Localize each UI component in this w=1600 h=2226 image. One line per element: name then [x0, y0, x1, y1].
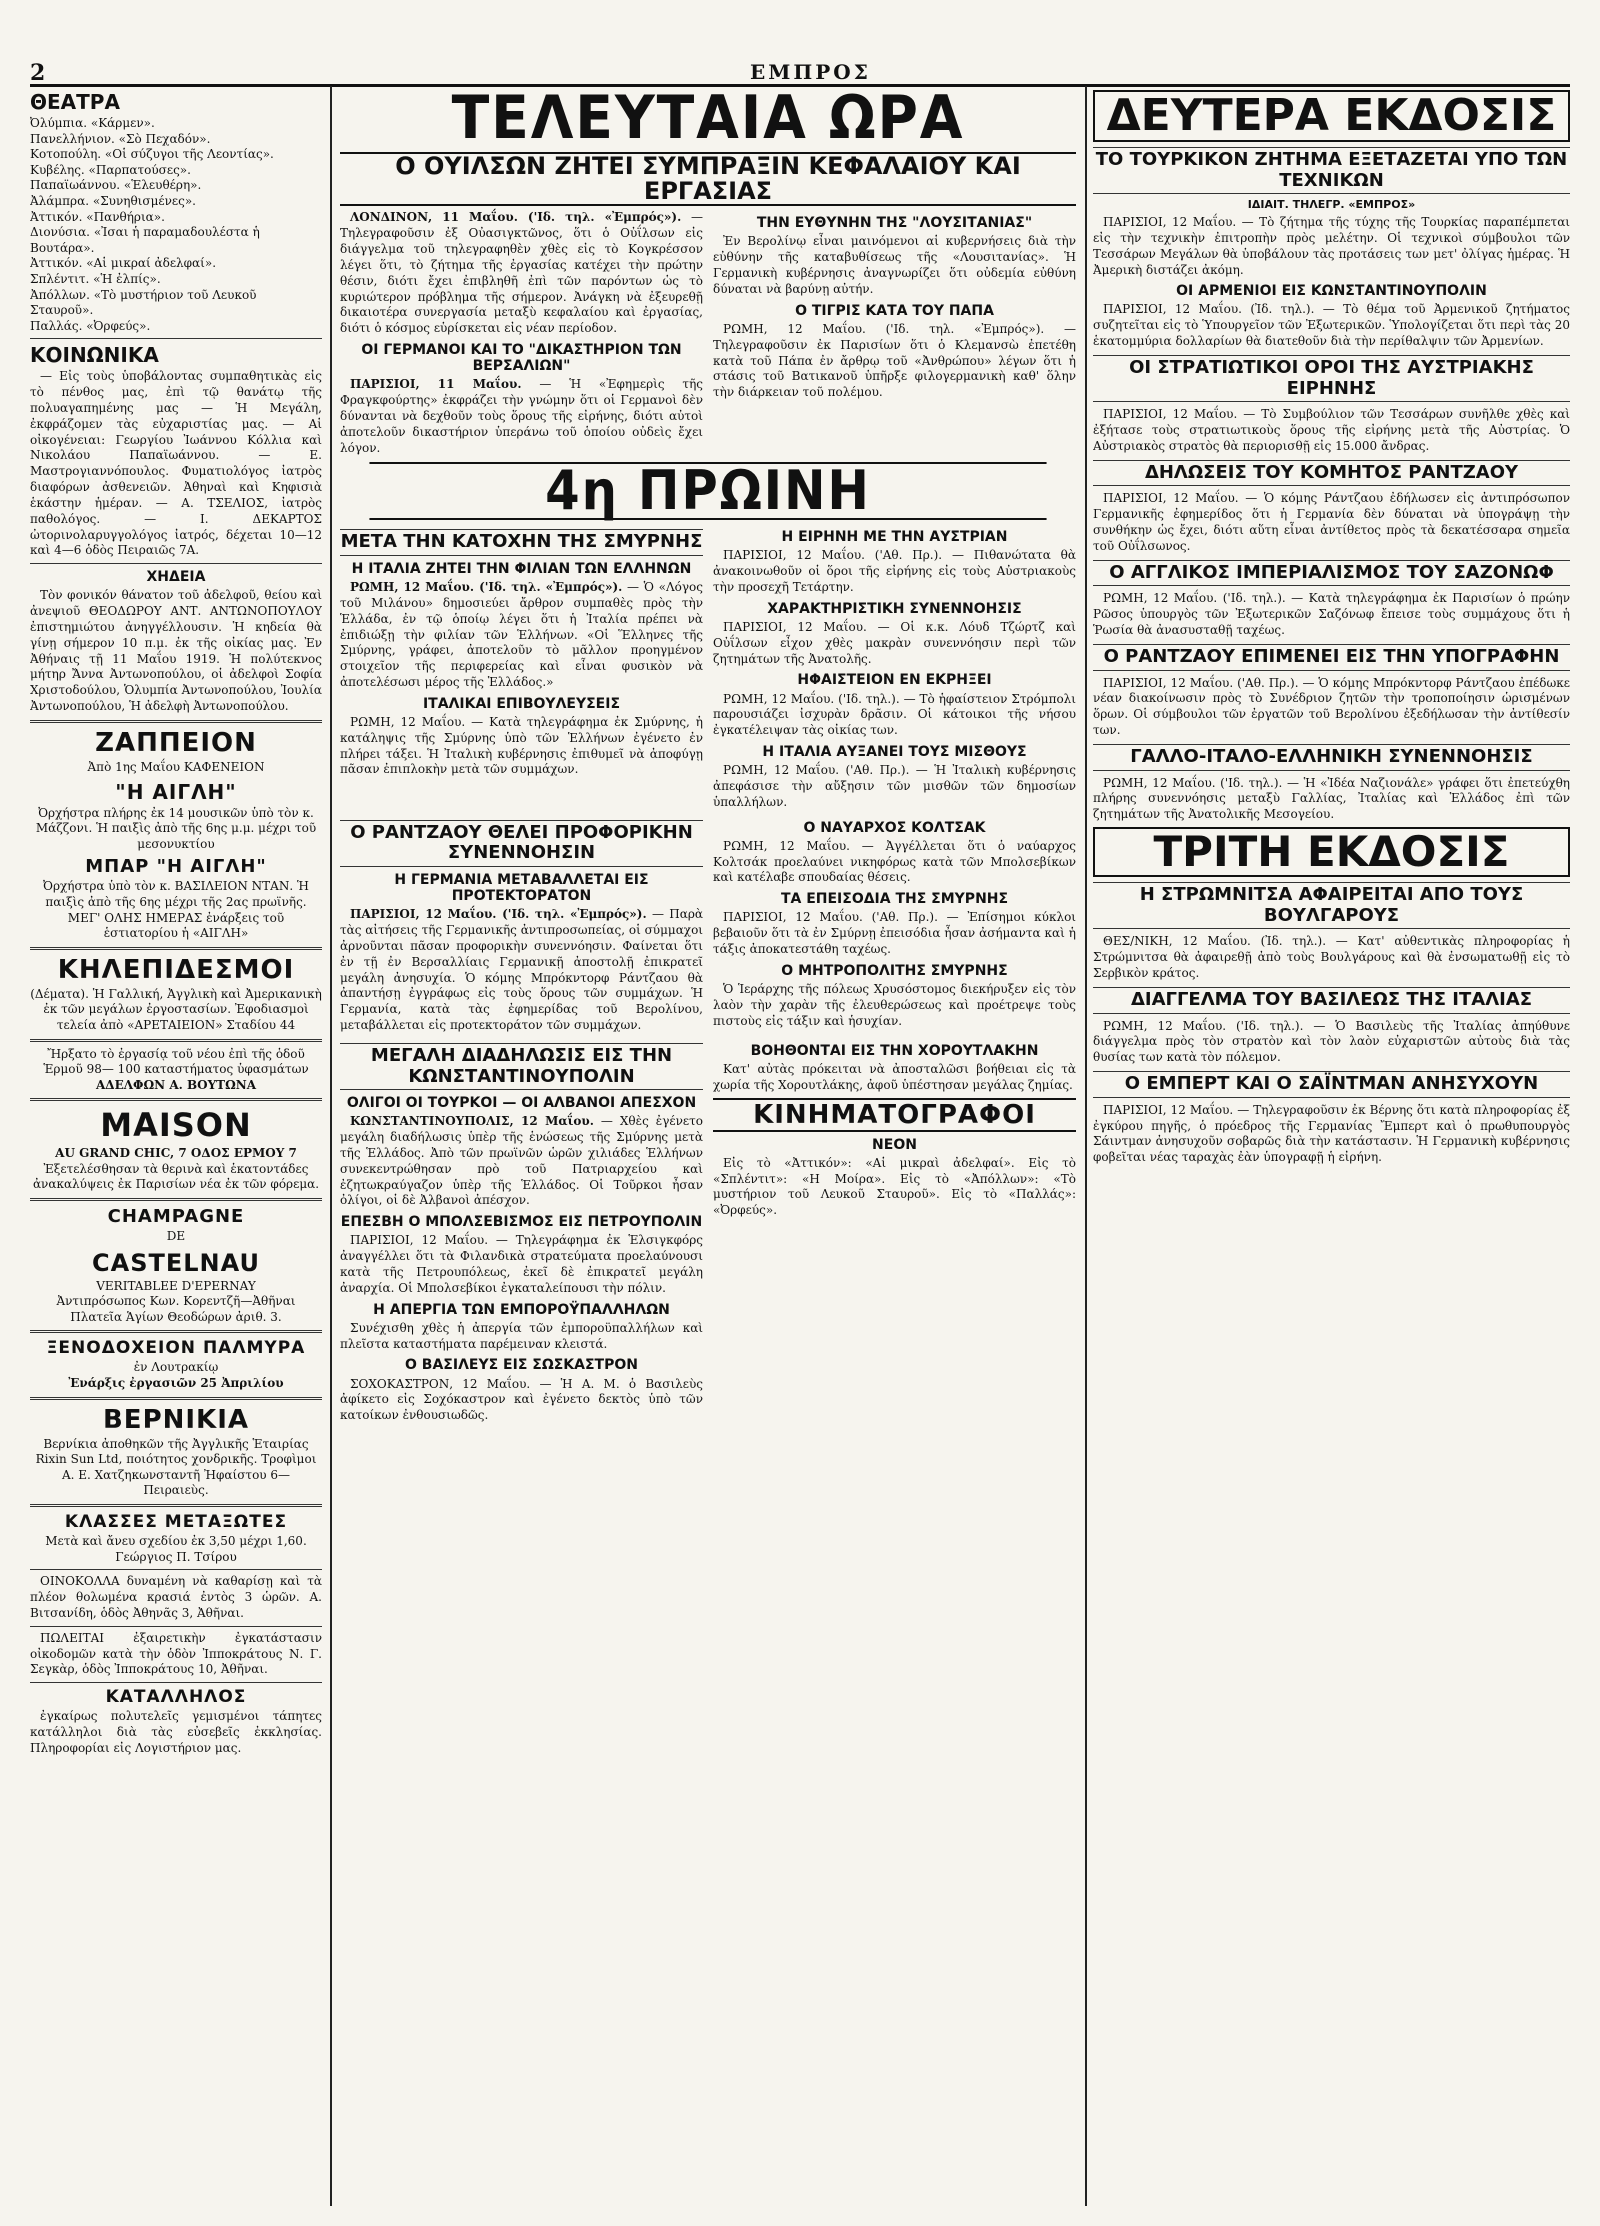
- zappeion-title: ΖΑΠΠΕΙΟΝ: [95, 727, 257, 758]
- smyrna-events-title: ΤΑ ΕΠΕΙΣΟΔΙΑ ΤΗΣ ΣΜΥΡΝΗΣ: [780, 891, 1009, 908]
- palmyra-title: ΞΕΝΟΔΟΧΕΙΟΝ ΠΑΛΜΥΡΑ: [46, 1338, 306, 1359]
- candle-text: (Δέματα). Ἡ Γαλλική, Ἀγγλικὴ καὶ Ἀμερικανικὴ ἐκ τῶν μεγάλων ἐργοστασίων. Ἐφοδιασμοὶ τελεία ἀπὸ «ΑΡΕΤΑΙΕΙΟΝ» Σταδίου 44: [30, 986, 322, 1032]
- theatre-item: Ὀλύμπια. «Κάρμεν».: [30, 116, 155, 130]
- bar-title: ΜΠΑΡ "Η ΑΙΓΛΗ": [85, 856, 267, 878]
- decree-text: ΡΩΜΗ, 12 Μαΐου. ('Ιδ. τηλ.). — Ὁ Βασιλεὺς τῆς Ἰταλίας ἀπηύθυνε διάγγελμα πρὸς τὸν στρατὸν καὶ τὸν λαὸν εὐχαριστῶν αὐτοὺς διὰ τὰς θυσίας των κατὰ τὸν πόλεμον.: [1093, 1018, 1570, 1065]
- death-text: Τὸν φονικόν θάνατον τοῦ ἀδελφοῦ, θείου καὶ ἀνεψιοῦ ΘΕΟΔΩΡΟΥ ΑΝΤ. ΑΝΤΩΝΟΠΟΥΛΟΥ ἐπιστημιώτου ἀνηγγέλλουσιν. Ἡ κηδεία θὰ γίνῃ σήμερον 10 π.μ. ἐκ τῆς οἰκίας μας. Ἐν Ἀθήναις τῇ 11 Μαΐου 1919. Ἡ πολύτεκνος μήτηρ Ἄννα Ἀντωνοπούλου, οἱ ἀδελφοὶ Σοφία Χριστοδούλου, Ὁλυμπία Ἀντωνοπούλου, Ἰουλία Ἀντωνοπούλου, Ἡ ἀδελφὴ Ἀντωνοπούλου.: [30, 588, 322, 714]
- tripartite-title: ΓΑΛΛΟ-ΙΤΑΛΟ-ΕΛΛΗΝΙΚΗ ΣΥΝΕΝΝΟΗΣΙΣ: [1093, 744, 1570, 771]
- turkish-dateline: ΙΔΙΑΙΤ. ΤΗΛΕΓΡ. «ΕΜΠΡΟΣ»: [1247, 198, 1416, 212]
- armenians-text: ΠΑΡΙΣΙΟΙ, 12 Μαΐου. (Ἰδ. τηλ.). — Τὸ θέμα τοῦ Ἀρμενικοῦ ζητήματος συζητεῖται εἰς τὸ Ὑπουργεῖον τῶν Ἐξωτερικῶν. Ὑπολογίζεται ὅτι περὶ τὰς 20 ἑκατομμύρια δολλαρίων θὰ διατεθοῦν διὰ τὴν περίθαλψιν τῶν Ἀρμενίων.: [1093, 302, 1570, 349]
- wilson-dateline: ΛΟΝΔΙΝΟΝ, 11 Μαΐου. ('Ιδ. τηλ. «Ἐμπρός»).: [350, 210, 682, 225]
- austria-terms-text: ΠΑΡΙΣΙΟΙ, 12 Μαΐου. — Τὸ Συμβούλιον τῶν Τεσσάρων συνῆλθε χθὲς καὶ ἐξήτασε τοὺς στρατιωτικοὺς ὅρους τῆς εἰρήνης μετὰ τῆς Αὐστρίας. Ὁ Αὐστριακὸς στρατὸς θὰ περιορισθῇ εἰς 15.000 ἄνδρας.: [1093, 407, 1570, 453]
- italian-aims-title: ΙΤΑΛΙΚΑΙ ΕΠΙΒΟΥΛΕΥΣΕΙΣ: [422, 695, 621, 712]
- theatre-item: Κυβέλης. «Παρπατούσες».: [30, 162, 191, 177]
- austria-terms-title: ΟΙ ΣΤΡΑΤΙΩΤΙΚΟΙ ΟΡΟΙ ΤΗΣ ΑΥΣΤΡΙΑΚΗΣ ΕΙΡΗΝΗΣ: [1093, 355, 1570, 402]
- cinema-neon: ΝΕΟΝ: [872, 1136, 917, 1153]
- wilson-text: — Τηλεγραφοῦσιν ἐξ Οὐασιγκτῶνος, ὅτι ὁ Οὐΐλσων εἰς διάγγελμα τοῦ τηλεγραφηθὲν χθὲς εἰς τὸ Κογκρέσσον λέγει ὅτι, τὸ ζήτημα τῆς ἐργασίας κατέχει τὴν πρώτην θέσιν, διότι ἔχει ἐπιβληθῆ ἐπὶ τῶν παρόντων ὡς τὸ κυριώτερον πρόβλημα τῆς σήμερον. Ἀνάγκη νὰ ἐξευρεθῇ δικαιοτέρα συνεργασία μεταξὺ κεφαλαίου καὶ ἐργασίας, διότι ὁ κόσμος εὑρίσκεται εἰς νέαν περίοδον.: [340, 210, 703, 336]
- bolshevism-text: ΠΑΡΙΣΙΟΙ, 12 Μαΐου. — Τηλεγράφημα ἐκ Ἑλσιγκφόρς ἀναγγέλλει ὅτι τὰ Φιλανδικὰ στρατεύματα προελαύνουσι κατὰ τῆς Πετρουπόλεως, ἐκεῖ δὲ ἐπικρατεῖ μεγάλη ἀναρχία. Οἱ Μπολσεβίκοι ἐγκαταλείπουσι τὴν πόλιν.: [340, 1233, 703, 1295]
- germans-text: — Ἡ «Ἐφημερὶς τῆς Φραγκφούρτης» ἐκφράζει τὴν γνώμην ὅτι οἱ Γερμανοὶ δὲν δύνανται νὰ δεχθοῦν τοὺς ὅρους τῆς εἰρήνης, διότι αὐτοὶ ἀποτελοῦν δικαστήριον ὑπεράνω τοῦ ὁποίου οὐδεὶς ἔχει λόγον.: [340, 377, 703, 455]
- champagne-text: Ἀντιπρόσωπος Κων. Κορεντζῆ—Ἀθῆναι Πλατεῖα Ἁγίων Θεοδώρων ἀριθ. 3.: [56, 1294, 296, 1324]
- tigris-title: Ο ΤΙΓΡΙΣ ΚΑΤΑ ΤΟΥ ΠΑΠΑ: [795, 302, 994, 319]
- berenice-title: ΒΕΡΝΙΚΙΑ: [102, 1404, 249, 1435]
- king-visit-title: Ο ΒΑΣΙΛΕΥΣ ΕΙΣ ΣΩΣΚΑΣΤΡΟΝ: [405, 1357, 638, 1374]
- turkish-title: ΤΟ ΤΟΥΡΚΙΚΟΝ ΖΗΤΗΜΑ ΕΞΕΤΑΖΕΤΑΙ ΥΠΟ ΤΩΝ ΤΕΧΝΙΚΩΝ: [1093, 147, 1570, 194]
- social-title: ΚΟΙΝΩΝΙΚΑ: [30, 343, 159, 368]
- main-column: [340, 86, 1076, 2206]
- candle-title: ΚΗΛΕΠΙΔΕΣΜΟΙ: [57, 954, 295, 985]
- maison-text: Ἐξετελέσθησαν τὰ θερινὰ καὶ ἑκατοντάδες ἀνακαλύψεις ἐκ Παρισίων νέα ἐκ τῶν φόρεμα.: [32, 1161, 320, 1192]
- tigris-text: ΡΩΜΗ, 12 Μαΐου. ('Ιδ. τηλ. «Ἐμπρός»). — Τηλεγραφοῦσιν ἐκ Παρισίων ὅτι ὁ Κλεμανσὼ ἐπετέθη κατὰ τοῦ Πάπα ἐν ἄρθρῳ τοῦ «Ἀνθρώπου» λέγων ὅτι ἡ στάσις τοῦ Βατικανοῦ ὑπῆρξε φιλογερμανικὴ καθ' ὅλην τὴν διάρκειαν τοῦ πολέμου.: [713, 321, 1076, 400]
- rantzau-title: Ο ΡΑΝΤΖΑΟΥ ΘΕΛΕΙ ΠΡΟΦΟΡΙΚΗΝ ΣΥΝΕΝΝΟΗΣΙΝ: [340, 820, 703, 867]
- theatre-title: ΘΕΑΤΡΑ: [30, 90, 120, 114]
- column-rule: [1085, 86, 1087, 2206]
- champagne-title: CHAMPAGNE: [107, 1206, 245, 1228]
- bolshevism-title: ΕΠΕΣΒΗ Ο ΜΠΟΛΣΕΒΙΣΜΟΣ ΕΙΣ ΠΕΤΡΟΥΠΟΛΙΝ: [340, 1214, 703, 1231]
- cinema-text: Εἰς τὸ «Ἀττικόν»: «Αἱ μικραὶ ἀδελφαί». Εἰς τὸ «Σπλέντιτ»: «Η Μοίρα». Εἰς τὸ «Ἀπόλλων»: «Τὸ μυστήριον τοῦ Λευκοῦ Σταυροῦ». Εἰς τὸ «Παλλάς»: «Ὀρφεύς».: [713, 1155, 1076, 1218]
- berenice-text: Βερνίκια ἀποθηκῶν τῆς Ἀγγλικῆς Ἑταιρίας Rixin Sun Ltd, ποιότητος χονδρικῆς. Τροφὶμοι Α. Ε. Χατζηκωνσταντῆ Ἠφαίστου 6—Πειραιεὺς.: [35, 1436, 317, 1498]
- champagne-sub: VERITABLEE D'EPERNAY: [96, 1278, 256, 1293]
- lusitania-text: Ἐν Βερολίνῳ εἶναι μαινόμενοι αἱ κυβερνήσεις διὰ τὴν εὐθύνην τῆς καταβυθίσεως τῆς «Λουσιτανίας». Ἡ Γερμανικὴ κυβέρνησις ἀναγνωρίζει ὅτι οὐδεμία εὐθύνη δύναται νὰ βαρύνῃ αὐτήν.: [713, 234, 1076, 296]
- voutona-text: Ἤρξατο τὸ ἐργασίᾳ τοῦ νέου ἐπὶ τῆς ὁδοῦ Ἑρμοῦ 98— 100 καταστήματος ὑφασμάτων: [43, 1046, 309, 1077]
- zappeion-name: "Η ΑΙΓΛΗ": [115, 779, 237, 804]
- kolchak-text: ΡΩΜΗ, 12 Μαΐου. — Ἀγγέλλεται ὅτι ὁ ναύαρχος Κολτσάκ προελαύνει νικηφόρως κατὰ τῶν Μπολσεβίκων καὶ κατέλαβε σπουδαίας θέσεις.: [713, 838, 1076, 885]
- wine-text: ΟΙΝΟΚΟΛΛΑ δυναμένη νὰ καθαρίσῃ καὶ τὰ πλέον θολωμένα κρασιά ἐντὸς 3 ὡρῶν. Α. Βιτσανίδη, ὁδὸς Ἀθηνᾶς 3, Ἀθῆναι.: [30, 1574, 322, 1620]
- left-column: [30, 86, 322, 2206]
- protectorate-title: Η ΓΕΡΜΑΝΙΑ ΜΕΤΑΒΑΛΛΕΤΑΙ ΕΙΣ ΠΡΟΤΕΚΤΟΡΑΤΟΝ: [394, 872, 649, 905]
- armenians-title: ΟΙ ΑΡΜΕΝΙΟΙ ΕΙΣ ΚΩΝΣΤΑΝΤΙΝΟΥΠΟΛΙΝ: [1176, 283, 1487, 300]
- metropolitan-text: Ὁ Ἱεράρχης τῆς πόλεως Χρυσόστομος διεκήρυξεν εἰς τὸν λαὸν τὴν χαρὰν τῆς ἐλευθερώσεως καὶ προέτρεψε τοὺς πιστοὺς εἰς τάξιν καὶ ἡσυχίαν.: [713, 981, 1076, 1028]
- strike-title: Η ΑΠΕΡΓΙΑ ΤΩΝ ΕΜΠΟΡΟΫΠΑΛΛΗΛΩΝ: [373, 1301, 670, 1318]
- palmyra-text: Ἐνάρξις ἐργασιῶν 25 Ἀπριλίου: [68, 1376, 284, 1391]
- theatre-item: Διονύσια. «Ἰσαι ἡ παραμαδουλέστα ἡ Βουτάρα».: [30, 225, 260, 255]
- page-number: 2: [30, 60, 46, 86]
- last-hour-title: ΤΕΛΕΥΤΑΙΑ ΩΡΑ: [451, 86, 965, 153]
- choreo-text: Κατ' αὐτὰς πρόκειται νὰ ἀποσταλῶσι βοήθειαι εἰς τὰ χωρία τῆς Χορουτλάκης, ἀφοῦ ὑπέστησαν μεγάλας ζημίας.: [713, 1061, 1076, 1092]
- italy-title: Η ΙΤΑΛΙΑ ΖΗΤΕΙ ΤΗΝ ΦΙΛΙΑΝ ΤΩΝ ΕΛΛΗΝΩΝ: [351, 561, 692, 578]
- volcano-title: ΗΦΑΙΣΤΕΙΟΝ ΕΝ ΕΚΡΗΞΕΙ: [797, 672, 992, 689]
- column-rule: [330, 86, 332, 2206]
- death-title: ΧΗΔΕΙΑ: [146, 569, 206, 586]
- germans-title: ΟΙ ΓΕΡΜΑΝΟΙ ΚΑΙ ΤΟ "ΔΙΚΑΣΤΗΡΙΟΝ ΤΩΝ ΒΕΡΣΑΛΙΩΝ": [361, 342, 682, 375]
- palmyra-sub: ἐν Λουτρακίῳ: [133, 1360, 219, 1375]
- page-header: [30, 60, 1570, 87]
- king-visit-text: ΣΟΧΟΚΑΣΤΡΟΝ, 12 Μαΐου. — Ἡ Α. Μ. ὁ Βασιλεὺς ἀφίκετο εἰς Σοχόκαστρον καὶ ἐγένετο δεκτὸς ὑπὸ τῶν κατοίκων ἐνθουσιωδῶς.: [340, 1376, 703, 1423]
- italian-aims-text: ΡΩΜΗ, 12 Μαΐου. — Κατὰ τηλεγράφημα ἐκ Σμύρνης, ἡ κατάληψις τῆς Σμύρνης ὑπὸ τῶν Ἑλλήνων ἐγένετο ἐν πλήρει τάξει. Ἡ Ἰταλικὴ κυβέρνησις ἐπιθυμεῖ νὰ ἀποφύγῃ πᾶσαν ἐπιπλοκὴν μετὰ τῶν συμμάχων.: [340, 715, 703, 777]
- volcano-text: ΡΩΜΗ, 12 Μαΐου. ('Ιδ. τηλ.). — Τὸ ἡφαίστειον Στρόμπολι παρουσιάζει ἰσχυρὰν δρᾶσιν. Οἱ κάτοικοι τῆς νήσου ἐγκατέλειψαν τὰς οἰκίας των.: [713, 691, 1076, 738]
- voutona-name: ΑΔΕΛΦΩΝ Α. ΒΟΥΤΩΝΑ: [95, 1077, 257, 1092]
- social-text: — Εἰς τοὺς ὑποβάλοντας συμπαθητικὰς εἰς τὸ πένθος μας, ἐπὶ τῷ θανάτῳ τῆς πολυαγαπημένης μας — Ἡ Μεγάλη, ἐκφράζομεν τὰς εὐχαριστίας μας. — Αἱ οἰκογένειαι: Γεωργίου Ἰωάννου Κόλλια καὶ Νικολάου Παπαϊωάννου. — Ε. Μαστρογιαννόπουλος. Φυματιολόγος ἰατρὸς διαφόρων ἀσθενειῶν. Ἀθηναὶ καὶ Κηφισιὰ ἑκάστην ἡμέραν. — Α. ΤΣΕΛΙΟΣ, ἰατρὸς παθολόγος. — Ι. ΔΕΚΑΡΤΟΣ ὠτορινολαρυγγολόγος ἰατρός, δέχεται 10—12 καὶ 4—6 ὁδὸς Πειραιῶς 7Α.: [30, 369, 322, 558]
- wilson-title: Ο ΟΥΙΛΣΩΝ ΖΗΤΕΙ ΣΥΜΠΡΑΞΙΝ ΚΕΦΑΛΑΙΟΥ ΚΑΙ ΕΡΓΑΣΙΑΣ: [340, 152, 1076, 206]
- champagne-name: CASTELNAU: [92, 1248, 260, 1277]
- turks-dateline: ΚΩΝΣΤΑΝΤΙΝΟΥΠΟΛΙΣ, 12 Μαΐου.: [350, 1114, 594, 1129]
- theatre-item: Σπλέντιτ. «Ἡ ἐλπίς».: [30, 271, 161, 286]
- kolchak-title: Ο ΝΑΥΑΡΧΟΣ ΚΟΛΤΣΑΚ: [803, 819, 986, 836]
- classes-text: Μετὰ καὶ ἄνευ σχεδίου ἐκ 3,50 μέχρι 1,60. Γεώργιος Π. Τσίρου: [45, 1534, 307, 1564]
- protectorate-dateline: ΠΑΡΙΣΙΟΙ, 12 Μαΐου. ('Ιδ. τηλ. «Ἐμπρός»).: [350, 907, 647, 922]
- theatre-item: Ἀλάμπρα. «Συνηθισμένες».: [30, 193, 196, 208]
- smyrna-events-text: ΠΑΡΙΣΙΟΙ, 12 Μαΐου. ('Αθ. Πρ.). — Ἐπίσημοι κύκλοι βεβαιοῦν ὅτι τὰ ἐν Σμύρνῃ ἐπεισόδια ἦσαν ἀσήμαντα καὶ ἡ τάξις ἀποκατεστάθη ταχέως.: [713, 910, 1076, 956]
- theatre-item: Ἀττικόν. «Πανθήρια».: [30, 209, 165, 224]
- theatre-item: Πανελλήνιον. «Σὸ Πεχαδόν».: [30, 131, 211, 146]
- maison-sub: AU GRAND CHIC, 7 ΟΔΟΣ ΕΡΜΟΥ 7: [55, 1146, 297, 1161]
- protectorate-text: — Παρὰ τὰς αἰτήσεις τῆς Γερμανικῆς ἀντιπροσωπείας, οἱ σύμμαχοι ἀρνοῦνται πᾶσαν προφορικὴν συνεννόησιν. Φαίνεται ὅτι ἐν τῇ ἐν Βερσαλλίαις Γερμανικῇ ἀποστολῇ ἐπικρατεῖ μεγάλη ἀνησυχία. Ὁ κόμης Μπρόκντορφ Ράντζαου θὰ ἀπαντήσῃ ἐγγράφως εἰς τοὺς ὅρους τῶν συμμάχων. Ἡ Γερμανία, κατὰ τὰς ἐφημερίδας τοῦ Βερολίνου, μεταβάλλεται εἰς προτεκτοράτον τῶν συμμάχων.: [340, 907, 703, 1032]
- right-column: [1093, 86, 1570, 2206]
- smyrna-title: ΜΕΤΑ ΤΗΝ ΚΑΤΟΧΗΝ ΤΗΣ ΣΜΥΡΝΗΣ: [340, 529, 703, 556]
- theatre-list: [30, 116, 322, 334]
- theatre-item: Παλλάς. «Ὀρφεύς».: [30, 318, 151, 333]
- classes-title: ΚΛΑΣΣΕΣ ΜΕΤΑΞΩΤΕΣ: [64, 1512, 288, 1532]
- choreo-title: ΒΟΗΘΟΝΤΑΙ ΕΙΣ ΤΗΝ ΧΟΡΟΥΤΛΑΚΗΝ: [750, 1042, 1039, 1059]
- italy-text: — Ὁ «Λόγος τοῦ Μιλάνου» δημοσιεύει ἄρθρον συμπαθὲς πρὸς τὴν Ἑλλάδα, ἐν τῷ ὁποίῳ λέγει ὅτι ἡ Ἰταλία πρέπει νὰ ἐπιδιώξῃ τὴν φιλίαν τῶν Ἑλλήνων. «Οἱ Ἕλληνες τῆς Σμύρνης, γράφει, ἀποτελοῦν τὸ μᾶλλον προηγμένον στοιχεῖον τῆς περιφερείας καὶ εἶναι φυσικὸν νὰ ἀποτελέσωσι μέρος τῆς Ἑλλάδος.»: [340, 580, 703, 690]
- second-edition-title: ΔΕΥΤΕΡΑ ΕΚΔΟΣΙΣ: [1093, 90, 1570, 142]
- turks-title: ΟΛΙΓΟΙ ΟΙ ΤΟΥΡΚΟΙ — ΟΙ ΑΛΒΑΝΟΙ ΑΠΕΣΧΟΝ: [346, 1095, 697, 1112]
- catalog-text: ἐγκαίρως πολυτελεῖς γεμισμένοι τάπητες κατάλληλοι διὰ τὰς εὐσεβεῖς ἐκκλησίας. Πληροφορίαι εἰς Λογιστήριον μας.: [30, 1709, 322, 1755]
- theatre-item: Ἀττικόν. «Αἱ μικραί ἀδελφαί».: [30, 256, 217, 271]
- cinema-title: ΚΙΝΗΜΑΤΟΓΡΑΦΟΙ: [713, 1098, 1076, 1132]
- italy-fleet-title: Η ΙΤΑΛΙΑ ΑΥΞΑΝΕΙ ΤΟΥΣ ΜΙΣΘΟΥΣ: [762, 744, 1027, 761]
- germans-dateline: ΠΑΡΙΣΙΟΙ, 11 Μαΐου.: [350, 377, 522, 392]
- champagne-de: DE: [166, 1229, 186, 1244]
- maison-title: MAISON: [100, 1106, 252, 1145]
- cp-title: ΜΕΓΑΛΗ ΔΙΑΔΗΛΩΣΙΣ ΕΙΣ ΤΗΝ ΚΩΝΣΤΑΝΤΙΝΟΥΠΟΛΙΝ: [340, 1043, 703, 1090]
- char-text: ΠΑΡΙΣΙΟΙ, 12 Μαΐου. — Οἱ κ.κ. Λόυδ Τζώρτζ καὶ Οὐΐλσων εἶχον χθὲς μακρὰν συνεννόησιν περὶ τῶν ζητημάτων τῆς Ἀνατολῆς.: [713, 620, 1076, 666]
- imperialism-text: ΡΩΜΗ, 12 Μαΐου. ('Ιδ. τηλ.). — Κατὰ τηλεγράφημα ἐκ Παρισίων ὁ πρώην Ρῶσος ὑπουργὸς τῶν Ἐξωτερικῶν Σαζόνωφ ἔπεισε τοὺς συμμάχους ὅτι ἡ Ῥωσία θὰ ἀνασυσταθῇ ταχέως.: [1093, 591, 1570, 638]
- third-edition-title: ΤΡΙΤΗ ΕΚΔΟΣΙΣ: [1093, 827, 1570, 877]
- strumitsa-title: Η ΣΤΡΩΜΝΙΤΣΑ ΑΦΑΙΡΕΙΤΑΙ ΑΠΟ ΤΟΥΣ ΒΟΥΛΓΑΡΟΥΣ: [1093, 882, 1570, 929]
- strumitsa-text: ΘΕΣ/ΝΙΚΗ, 12 Μαΐου. (Ἰδ. τηλ.). — Κατ' αὐθεντικὰς πληροφορίας ἡ Στρώμνιτσα θὰ ἀφαιρεθῇ ἀπὸ τοὺς Βουλγάρους καὶ θὰ ἐνσωματωθῇ εἰς τὸ Σερβικὸν κράτος.: [1093, 934, 1570, 981]
- rantzau2-text: ΠΑΡΙΣΙΟΙ, 12 Μαΐου. — Ὁ κόμης Ράντζαου ἐδήλωσεν εἰς ἀντιπρόσωπον Γερμανικῆς ἐφημερίδος ὅτι ἡ Γερμανία δὲν δύναται νὰ ὑπογράψῃ τὴν συνθήκην ὡς ἔχει, διότι αὕτη εἶναι ἀντίθετος πρὸς τὰ δεκατέσσαρα σημεῖα τοῦ Οὐΐλσωνος.: [1093, 491, 1570, 553]
- theatre-item: Κοτοπούλη. «Οἱ σύζυγοι τῆς Λεοντίας».: [30, 147, 274, 162]
- italy-fleet-text: ΡΩΜΗ, 12 Μαΐου. ('Αθ. Πρ.). — Ἡ Ἰταλικὴ κυβέρνησις ἀπεφάσισε τὴν αὔξησιν τῶν μισθῶν τῶν δημοσίων ὑπαλλήλων.: [713, 763, 1076, 809]
- morning-title: 4η ΠΡΩΙΝΗ: [369, 462, 1046, 520]
- paper-name: ΕΜΠΡΟΣ: [750, 60, 871, 84]
- theatre-item: Ἀπόλλων. «Τὸ μυστήριον τοῦ Λευκοῦ Σταυροῦ».: [30, 287, 257, 318]
- decree-title: ΔΙΑΓΓΕΛΜΑ ΤΟΥ ΒΑΣΙΛΕΩΣ ΤΗΣ ΙΤΑΛΙΑΣ: [1093, 987, 1570, 1014]
- ebert-text: ΠΑΡΙΣΙΟΙ, 12 Μαΐου. — Τηλεγραφοῦσιν ἐκ Βέρνης ὅτι κατὰ πληροφορίας ἐξ ἐγκύρου πηγῆς, ὁ πρόεδρος τῆς Γερμανίας Ἔμπερτ καὶ ὁ πρωθυπουργὸς Σάιντμαν ἀνησυχοῦν σοβαρῶς διὰ τὴν κατάστασιν. Ἡ Γερμανικὴ κυβέρνησις φοβεῖται νέας ταραχὰς ἐὰν ὑπογραφῇ ἡ εἰρήνη.: [1093, 1102, 1570, 1165]
- turks-text: — Χθὲς ἐγένετο μεγάλη διαδήλωσις ὑπὲρ τῆς ἑνώσεως τῆς Σμύρνης μετὰ τῆς Ἑλλάδος. Ἀπὸ τῶν πρωϊνῶν ὡρῶν χιλιάδες Ἑλλήνων συνεκεντρώθησαν πρὸ τοῦ Πατριαρχείου καὶ ἐζητωκραύγαζον ὑπὲρ τῆς Ἑλλάδος. Οἱ Τοῦρκοι ἦσαν ὀλίγοι, οἱ δὲ Ἀλβανοὶ ἀπέσχον.: [340, 1114, 703, 1208]
- zappeion-sub: Ἀπὸ 1ης Μαΐου ΚΑΦΕΝΕΙΟΝ: [87, 759, 265, 774]
- char-title: ΧΑΡΑΚΤΗΡΙΣΤΙΚΗ ΣΥΝΕΝΝΟΗΣΙΣ: [767, 600, 1022, 617]
- zappeion-text: Ὀρχήστρα πλήρης ἐκ 14 μουσικῶν ὑπὸ τὸν κ. Μάζζονι. Ἡ παιξὶς ἀπὸ τῆς 6ης μ.μ. μέχρι τοῦ μεσονυκτίου: [35, 805, 317, 851]
- imperialism-title: Ο ΑΓΓΛΙΚΟΣ ΙΜΠΕΡΙΑΛΙΣΜΟΣ ΤΟΥ ΣΑΖΟΝΩΦ: [1093, 560, 1570, 587]
- ebert-title: Ο ΕΜΠΕΡΤ ΚΑΙ Ο ΣΑΪΝΤΜΑΝ ΑΝΗΣΥΧΟΥΝ: [1093, 1071, 1570, 1098]
- sign-title: Ο ΡΑΝΤΖΑΟΥ ΕΠΙΜΕΝΕΙ ΕΙΣ ΤΗΝ ΥΠΟΓΡΑΦΗΝ: [1093, 644, 1570, 671]
- theatre-item: Παπαϊωάννου. «Ἑλευθέρη».: [30, 178, 202, 193]
- hotel-text: ΠΩΛΕΙΤΑΙ ἐξαιρετικὴν ἐγκατάστασιν οἰκοδομῶν κατὰ τὴν ὁδὸν Ἰπποκράτους Ν. Γ. Σεγκὰρ, ὁδὸς Ἰπποκράτους 10, Ἀθῆναι.: [30, 1630, 322, 1677]
- italy-dateline: ΡΩΜΗ, 12 Μαΐου. ('Ιδ. τηλ. «Ἐμπρός»).: [350, 580, 623, 595]
- austria-peace-text: ΠΑΡΙΣΙΟΙ, 12 Μαΐου. ('Αθ. Πρ.). — Πιθανώτατα θὰ ἀνακοινωθοῦν οἱ ὅροι τῆς εἰρήνης εἰς τοὺς Αὐστριακοὺς τὴν προσεχῆ Τετάρτην.: [713, 548, 1076, 595]
- bar-text: Ὀρχήστρα ὑπὸ τὸν κ. ΒΑΣΙΛΕΙΟΝ ΝΤΑΝ. Ἡ παιξὶς ἀπὸ τῆς 6ης μέχρι τῆς 2ας πρωϊνῆς. ΜΕΓ' ΟΛΗΣ ΗΜΕΡΑΣ ἐνάρξεις τοῦ ἑστιατορίου ἡ «ΑΙΓΛΗ»: [43, 879, 309, 941]
- sign-text: ΠΑΡΙΣΙΟΙ, 12 Μαΐου. ('Αθ. Πρ.). — Ὁ κόμης Μπρόκντορφ Ράντζαου ἐπέδωκε νέαν διακοίνωσιν πρὸς τὸ Συνέδριον ζητῶν τὴν τροποποίησιν ὡρισμένων ὅρων. Οἱ σύμβουλοι τῶν ἐργατῶν τοῦ Βερολίνου ἐξεδήλωσαν τὴν ἀντίθεσίν των.: [1093, 675, 1570, 738]
- austria-peace-title: Η ΕΙΡΗΝΗ ΜΕ ΤΗΝ ΑΥΣΤΡΙΑΝ: [781, 529, 1008, 546]
- turkish-text: ΠΑΡΙΣΙΟΙ, 12 Μαΐου. — Τὸ ζήτημα τῆς τύχης τῆς Τουρκίας παραπέμπεται εἰς τὴν τεχνικὴν ἐπιτροπὴν πρὸς μελέτην. Οἱ τεχνικοὶ σύμβουλοι τῶν Τεσσάρων Μεγάλων θὰ ὑποβάλουν τὰς προτάσεις των μετ' ὀλίγας ἡμέρας. Ἡ Ἀμερικὴ διστάζει ἀκόμη.: [1093, 215, 1570, 277]
- rantzau2-title: ΔΗΛΩΣΕΙΣ ΤΟΥ ΚΟΜΗΤΟΣ ΡΑΝΤΖΑΟΥ: [1093, 460, 1570, 487]
- strike-text: Συνέχισθη χθὲς ἡ ἀπεργία τῶν ἐμποροϋπαλλήλων καὶ πλεῖστα καταστήματα παρέμειναν κλειστά.: [340, 1320, 703, 1351]
- lusitania-title: ΤΗΝ ΕΥΘΥΝΗΝ ΤΗΣ "ΛΟΥΣΙΤΑΝΙΑΣ": [756, 215, 1033, 232]
- catalog-title: ΚΑΤΑΛΛΗΛΟΣ: [105, 1687, 247, 1708]
- metropolitan-title: Ο ΜΗΤΡΟΠΟΛΙΤΗΣ ΣΜΥΡΝΗΣ: [781, 962, 1008, 979]
- tripartite-text: ΡΩΜΗ, 12 Μαΐου. ('Ιδ. τηλ.). — Ἡ «Ἰδέα Ναζιονάλε» γράφει ὅτι ἐπετεύχθη πλήρης συνεννόησις μεταξὺ Γαλλίας, Ἰταλίας καὶ Ἑλλάδος ἐπὶ τῶν ζητημάτων τῆς Ἀνατολικῆς Μεσογείου.: [1093, 775, 1570, 822]
